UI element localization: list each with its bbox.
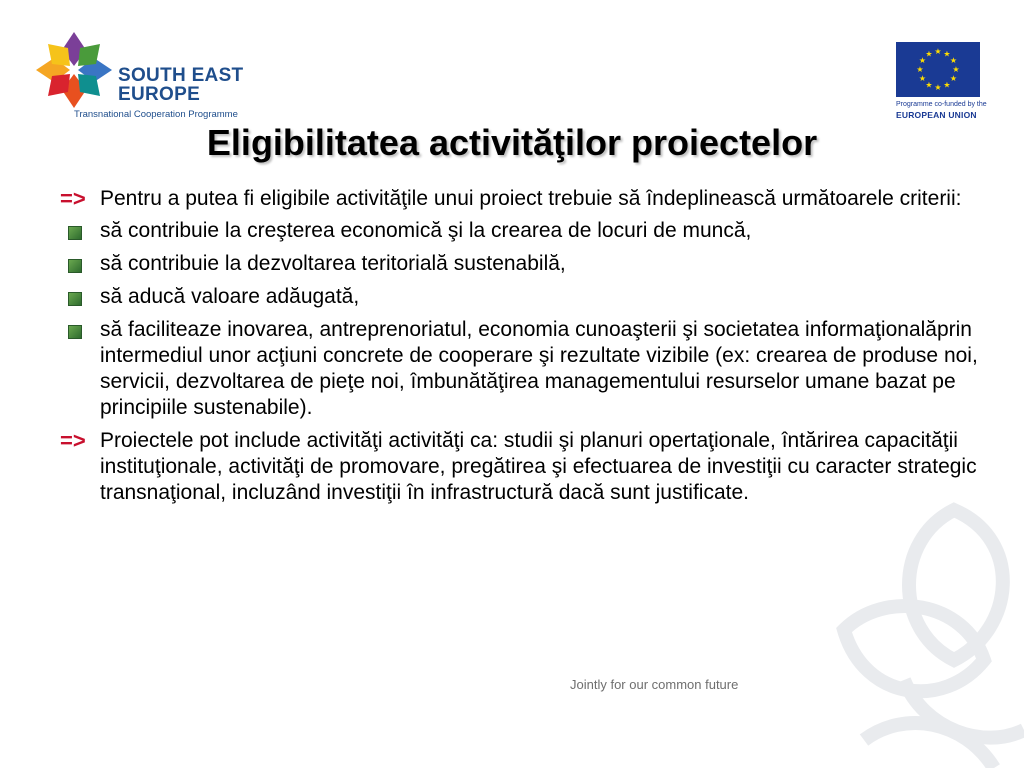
square-bullet-icon [68, 259, 82, 273]
list-item [60, 218, 980, 244]
criteria-text: să contribuie la dezvoltarea teritorială sustenabilă, [100, 252, 566, 275]
svg-text:★: ★ [943, 80, 951, 90]
eu-logo [894, 42, 986, 122]
svg-text:★: ★ [949, 56, 958, 65]
intro-paragraph [60, 186, 980, 212]
svg-text:★: ★ [952, 65, 960, 74]
slide-body [60, 186, 980, 512]
square-bullet-icon [68, 292, 82, 306]
svg-text:★: ★ [925, 49, 933, 59]
svg-text:★: ★ [934, 83, 942, 92]
logo-line2: EUROPE [118, 84, 201, 105]
eu-cofunded-text: Programme co-funded by the [896, 101, 987, 108]
intro-text: Pentru a putea fi eligibile activităţile unui proiect trebuie să îndeplinească următoarele criterii: [100, 187, 962, 210]
flower-logo-icon [34, 30, 114, 110]
outro-paragraph [60, 428, 980, 506]
svg-text:★: ★ [916, 65, 924, 74]
square-bullet-icon [68, 325, 82, 339]
logo-line1: SOUTH EAST [118, 65, 244, 86]
list-item [60, 251, 980, 277]
list-item [60, 284, 980, 310]
footer-slogan: Jointly for our common future [570, 677, 739, 692]
arrow-marker-icon: => [60, 186, 86, 211]
square-bullet-icon [68, 226, 82, 240]
logo-subtitle: Transnational Cooperation Programme [74, 109, 238, 120]
svg-text:★: ★ [943, 49, 951, 59]
list-item [60, 317, 980, 421]
svg-text:★: ★ [949, 74, 958, 83]
eu-name-text: EUROPEAN UNION [896, 110, 977, 120]
eu-flag-icon [896, 42, 980, 97]
criteria-text: să contribuie la creşterea economică şi la crearea de locuri de muncă, [100, 219, 752, 242]
svg-text:★: ★ [918, 56, 927, 65]
svg-text:★: ★ [934, 47, 942, 56]
criteria-text: să aducă valoare adăugată, [100, 285, 360, 308]
criteria-text: să faciliteaze inovarea, antreprenoriatul, economia cunoaşterii şi societatea informaţionalăprin intermediul unor acţiuni concrete de cooperare şi rezultate vizibile (ex: crearea de produse noi, servicii, dezvoltarea de pieţe noi, îmbunătăţirea managementului resurselor umane bazat pe principiile sustenabile). [100, 318, 978, 419]
svg-text:★: ★ [925, 80, 933, 90]
arrow-marker-icon: => [60, 428, 86, 453]
svg-text:★: ★ [918, 74, 927, 83]
outro-text: Proiectele pot include activităţi activităţi ca: studii şi planuri opertaţionale, întărirea capacităţii instituţionale, activităţi de promovare, pregătirea şi efectuarea de investiţii cu caracter strategic transnaţional, incluzând investiţii în infrastructură dacă sunt justificate. [100, 429, 977, 504]
criteria-list [60, 218, 980, 421]
slide-title: Eligibilitatea activităţilor proiectelor [206, 122, 818, 163]
south-east-europe-logo [34, 30, 274, 124]
watermark-flower-graphic [784, 480, 1024, 768]
